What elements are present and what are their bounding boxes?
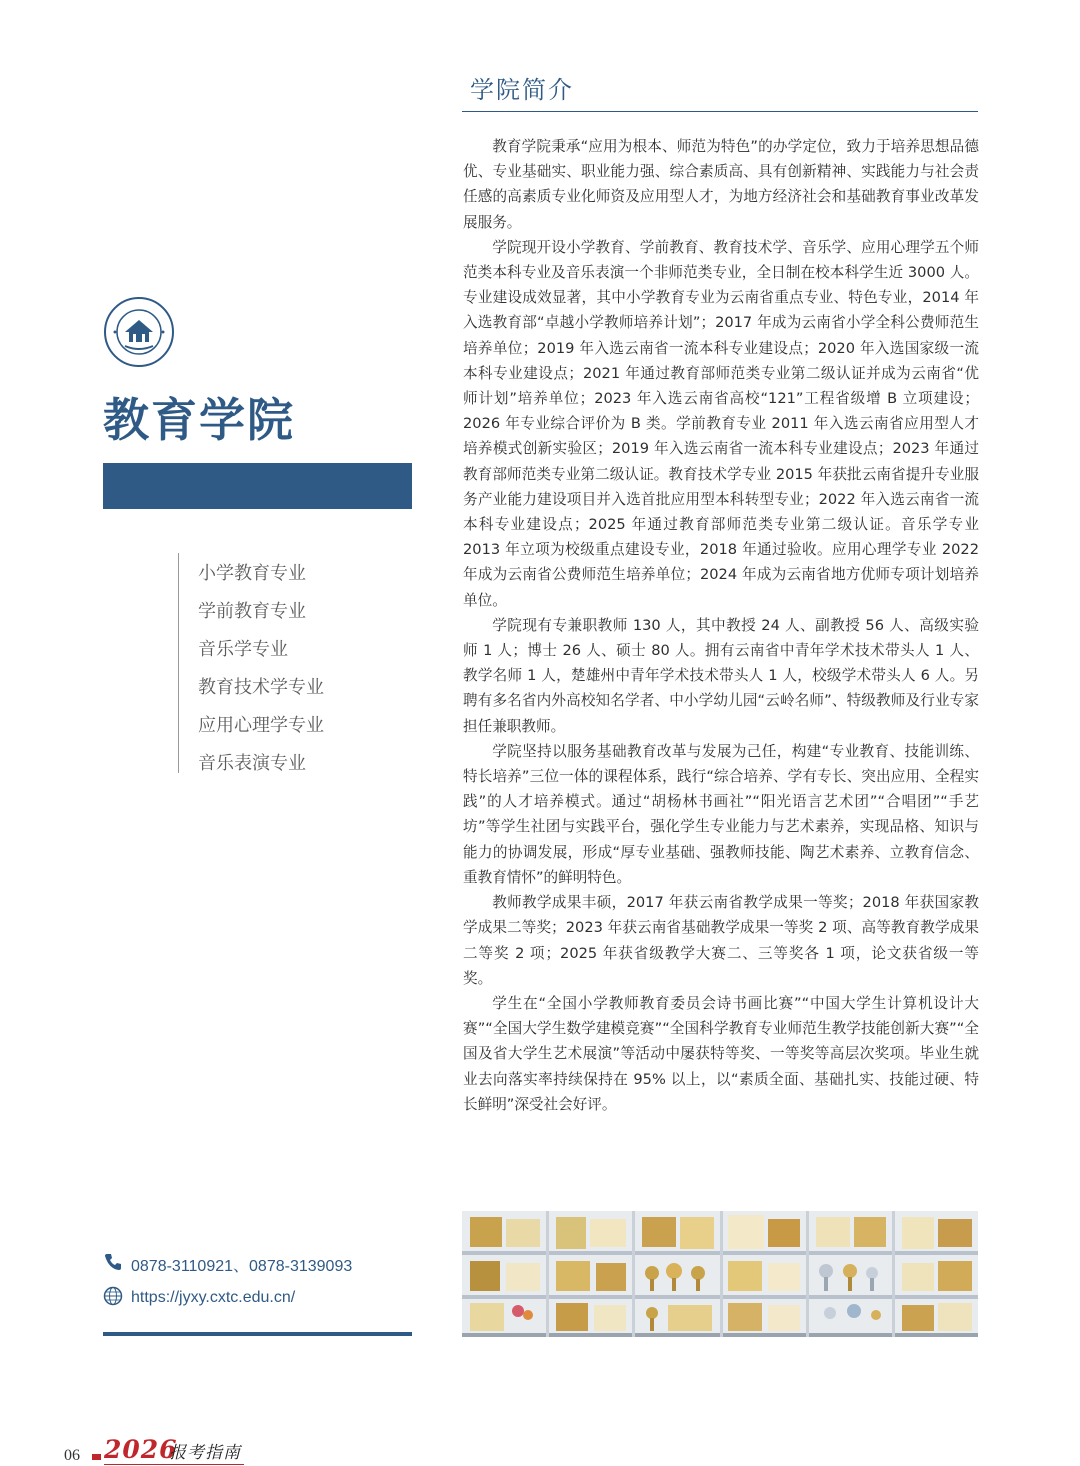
section-divider xyxy=(462,111,978,112)
college-name: 教育学院 xyxy=(103,393,295,447)
section-title: 学院简介 xyxy=(470,76,574,104)
major-item: 应用心理学专业 xyxy=(198,715,324,736)
paragraph: 学院坚持以服务基础教育改革与发展为己任，构建“专业教育、技能训练、特长培养”三位一体的课程体系，践行“综合培养、学有专长、突出应用、全程实践”的人才培养模式。通过“胡杨林书画社”“阳光语言艺术团”“合唱团”“手艺坊”等学生社团与实践平台，强化学生专业能力与艺术素养，实现品格、知识与能力的协调发展，形成“厚专业基础、强教师技能、陶艺术素养、立教育信念、重教育情怀”的鲜明特色。 xyxy=(463,742,979,886)
globe-icon xyxy=(103,1286,123,1310)
university-logo xyxy=(103,296,175,368)
body-text xyxy=(463,134,979,1117)
phone-numbers: 0878-3110921、0878-3139093 xyxy=(131,1257,353,1275)
footer-year: 2026 xyxy=(104,1435,178,1464)
page-number: 06 xyxy=(64,1447,80,1464)
major-item: 音乐学专业 xyxy=(198,639,288,660)
phone-row xyxy=(103,1252,352,1276)
paragraph: 教师教学成果丰硕，2017 年获云南省教学成果一等奖；2018 年获国家教学成果二等奖；2023 年获云南省基础教学成果一等奖 2 项、高等教育教学成果二等奖 2 项；2025 年获省级教学大赛二、三等奖各 1 项，论文获省级一等奖。 xyxy=(463,894,979,987)
major-item: 音乐表演专业 xyxy=(198,753,306,774)
major-item: 教育技术学专业 xyxy=(198,677,324,698)
footer-mark xyxy=(92,1454,101,1460)
paragraph: 学院现开设小学教育、学前教育、教育技术学、音乐学、应用心理学五个师范类本科专业及音乐表演一个非师范类专业，全日制在校本科学生近 3000 人。专业建设成效显著，其中小学教育专业为云南省重点专业、特色专业，2014 年入选教育部“卓越小学教师培养计划”；2017 年成为云南省小学全科公费师范生培养单位；2019 年入选云南省一流本科专业建设点；2020 年入选国家级一流本科专业建设点；2021 年通过教育部师范类专业第二级认证并成为云南省“优师计划”培养单位；2023 年入选云南省高校“121”工程省级增 B 立项建设；2026 年专业综合评价为 B 类。学前教育专业 2011 年入选云南省应用型人才培养模式创新实验区；2019 年入选云南省一流本科专业建设点；2023 年通过教育部师范类专业第二级认证。教育技术学专业 2015 年获批云南省提升专业服务产业能力建设项目并入选首批应用型本科转型专业；2022 年入选云南省一流本科专业建设点；2025 年通过教育部师范类专业第二级认证。音乐学专业 2013 年立项为校级重点建设专业，2018 年通过验收。应用心理学专业 2022 年成为云南省公费师范生培养单位；2024 年成为云南省地方优师专项计划培养单位。 xyxy=(463,238,979,609)
footer-title: 报考指南 xyxy=(169,1443,241,1463)
major-item: 学前教育专业 xyxy=(198,601,306,622)
paragraph: 学生在“全国小学教师教育委员会诗书画比赛”“中国大学生计算机设计大赛”“全国大学生数学建模竞赛”“全国科学教育专业师范生教学技能创新大赛”“全国及省大学生艺术展演”等活动中屡获特等奖、一等奖等高层次奖项。毕业生就业去向落实率持续保持在 95% 以上，以“素质全面、基础扎实、技能过硬、特长鲜明”深受社会好评。 xyxy=(463,994,979,1113)
trophy-cabinet-photo xyxy=(462,1211,978,1337)
website-row xyxy=(103,1286,295,1310)
title-bar xyxy=(103,463,412,509)
phone-icon xyxy=(103,1252,123,1276)
paragraph: 教育学院秉承“应用为根本、师范为特色”的办学定位，致力于培养思想品德优、专业基础实、职业能力强、综合素质高、具有创新精神、实践能力与社会责任感的高素质专业化师资及应用型人才，为地方经济社会和基础教育事业改革发展服务。 xyxy=(463,138,979,231)
major-item: 小学教育专业 xyxy=(198,563,306,584)
majors-list xyxy=(178,553,379,773)
footer-underline xyxy=(104,1464,244,1465)
paragraph: 学院现有专兼职教师 130 人，其中教授 24 人、副教授 56 人、高级实验师 1 人；博士 26 人、硕士 80 人。拥有云南省中青年学术技术带头人 1 人、教学名师 1 人，楚雄州中青年学术技术带头人 1 人，校级学术带头人 6 人。另聘有多名省内外高校知名学者、中小学幼儿园“云岭名师”、特级教师及行业专家担任兼职教师。 xyxy=(463,616,979,735)
contact-divider xyxy=(103,1332,412,1336)
website-link[interactable]: https://jyxy.cxtc.edu.cn/ xyxy=(131,1289,296,1306)
